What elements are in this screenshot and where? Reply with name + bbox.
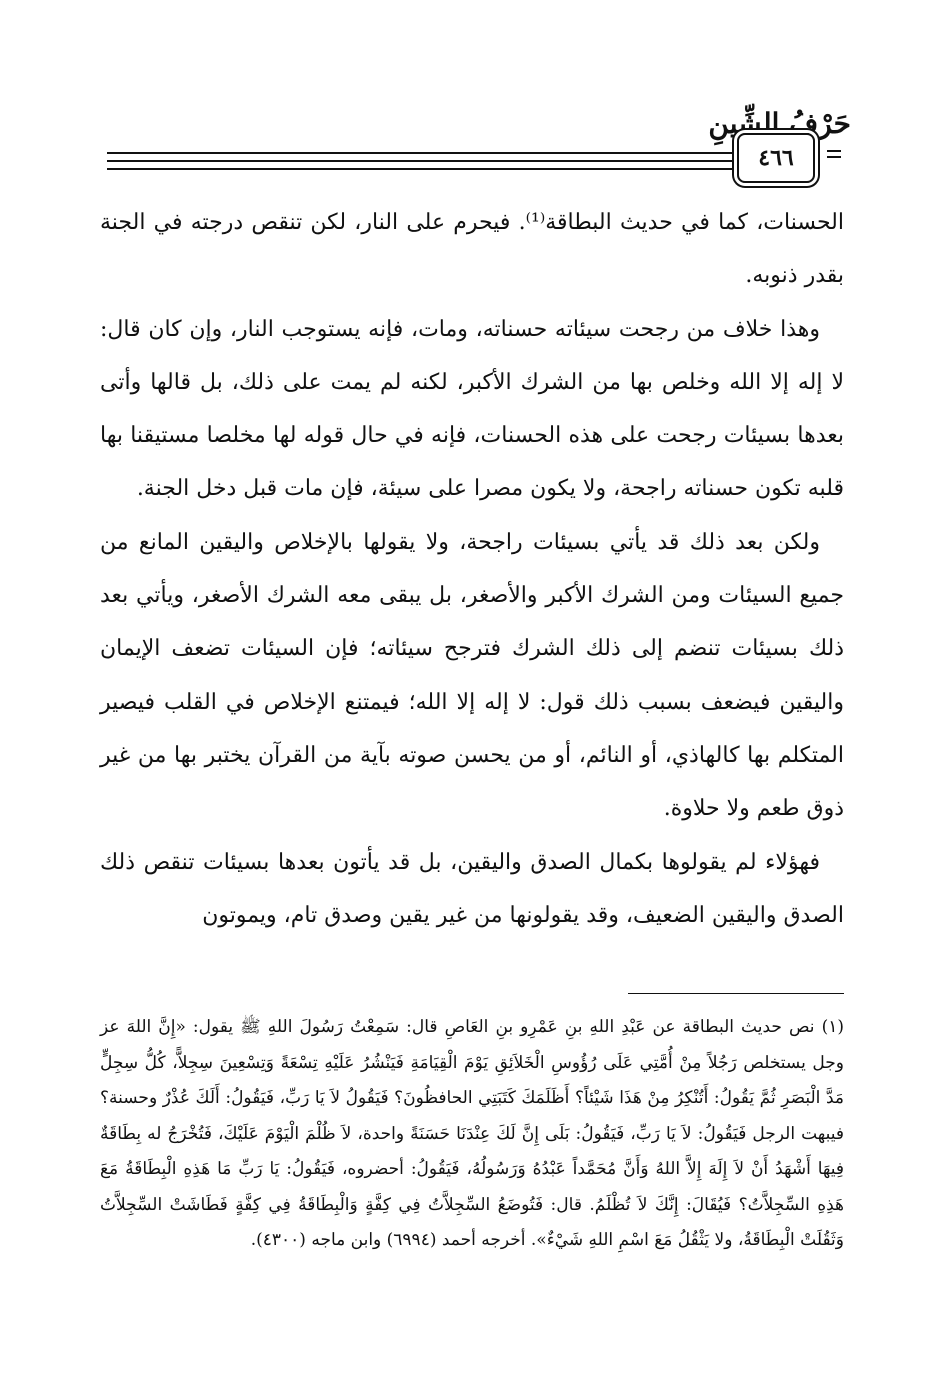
paragraph: فهؤلاء لم يقولوها بكمال الصدق واليقين، بل قد يأتون بعدها بسيئات تنقص ذلك الصدق واليقين الضعيف، وقد يقولونها من غير يقين وصدق تام، ويموتون xyxy=(100,849,844,928)
footnotes xyxy=(100,1010,844,1259)
page-header xyxy=(0,0,939,190)
footnote-separator xyxy=(628,993,844,994)
paragraph: ولكن بعد ذلك قد يأتي بسيئات راجحة، ولا يقولها بالإخلاص واليقين المانع من جميع السيئات ومن الشرك الأكبر والأصغر، بل يبقى معه الشرك الأصغر، ويأتي بعد ذلك بسيئات تنضم إلى ذلك الشرك فترجح سيئاته؛ فإن السيئات تضعف الإيمان واليقين فيضعف بسبب ذلك قول: لا إله إلا الله؛ فيمتنع الإخلاص في القلب فيصير المتكلم بها كالهاذي، أو النائم، أو من يحسن صوته بآية من القرآن يختبر بها من غير ذوق طعم ولا حلاوة. xyxy=(100,529,844,822)
paragraph: وهذا خلاف من رجحت سيئاته حسناته، ومات، فإنه يستوجب النار، وإن كان قال: لا إله إلا الله وخلص بها من الشرك الأكبر، لكنه لم يمت على ذلك، بل قالها وأتى بعدها بسيئات رجحت على هذه الحسنات، فإنه في حال قوله لها مخلصا مستيقنا بها قلبه تكون حسناته راجحة، ولا يكون مصرا على سيئة، فإن مات قبل دخل الجنة. xyxy=(100,316,844,502)
header-rule xyxy=(107,168,733,170)
page-number: ٤٦٦ xyxy=(737,133,815,183)
header-rule xyxy=(107,160,733,162)
footnote: (١) نص حديث البطاقة عن عَبْدِ اللهِ بنِ عَمْرِو بنِ العَاصِ قال: سَمِعْتُ رَسُولَ اللهِ ﷺ يقول: «إِنَّ اللهَ عز وجل يستخلص رَجُلاً مِنْ أُمَّتِي عَلَى رُؤُوسِ الْخَلاَئِقِ يَوْمَ الْقِيَامَةِ فَيَنْشُرُ عَلَيْهِ تِسْعَةً وَتِسْعِينَ سِجِلاًّ، كُلُّ سِجِلٍّ مَدَّ الْبَصَرِ ثُمَّ يَقُولُ: أَتُنْكِرُ مِنْ هَذَا شَيْئاً؟ أَظَلَمَكَ كَتَبَتِي الحافظُونَ؟ فَيَقُولُ لاَ يَا رَبِّ، فَيَقُولُ: أَلَكَ عُذْرٌ وحسنة؟ فيبهت الرجل فَيَقُولُ: لاَ يَا رَبِّ، فَيَقُولُ: بَلَى إِنَّ لَكَ عِنْدَنَا حَسَنَةً واحدة، لاَ ظُلْمَ الْيَوْمَ عَلَيْكَ، فَتُخْرَجُ له بِطَاقَةٌ فِيهَا أَشْهَدُ أَنْ لاَ إِلَهَ إِلاَّ اللهُ وَأَنَّ مُحَمَّداً عَبْدُهُ وَرَسُولُهُ، فَيَقُولُ: أحضروه، فَيَقُولُ: يَا رَبِّ مَا هَذِهِ الْبِطَاقَةُ مَعَ هَذِهِ السِّجِلاَّتُ؟ فَيُقَالَ: إِنَّكَ لاَ تُظْلَمُ. قال: فَتُوضَعُ السِّجِلاَّتُ فِي كِفَّةٍ وَالْبِطَاقَةُ فِي كِفَّةٍ فَطَاشَتْ السِّجِلاَّتُ وَثَقُلَتْ الْبِطَاقَةُ، ولا يَثْقُلُ مَعَ اسْمِ اللهِ شَيْءٌ». أخرجه أحمد (٦٩٩٤) وابن ماجه (٤٣٠٠). xyxy=(100,1017,844,1250)
header-rule xyxy=(107,152,733,154)
running-title: حَرْفُ الشِّينِ xyxy=(708,107,851,140)
equals-ornament-icon xyxy=(825,145,843,163)
main-text xyxy=(100,196,844,942)
paragraph: الحسنات، كما في حديث البطاقة⁽¹⁾. فيحرم على النار، لكن تنقص درجته في الجنة بقدر ذنوبه. xyxy=(100,210,844,289)
